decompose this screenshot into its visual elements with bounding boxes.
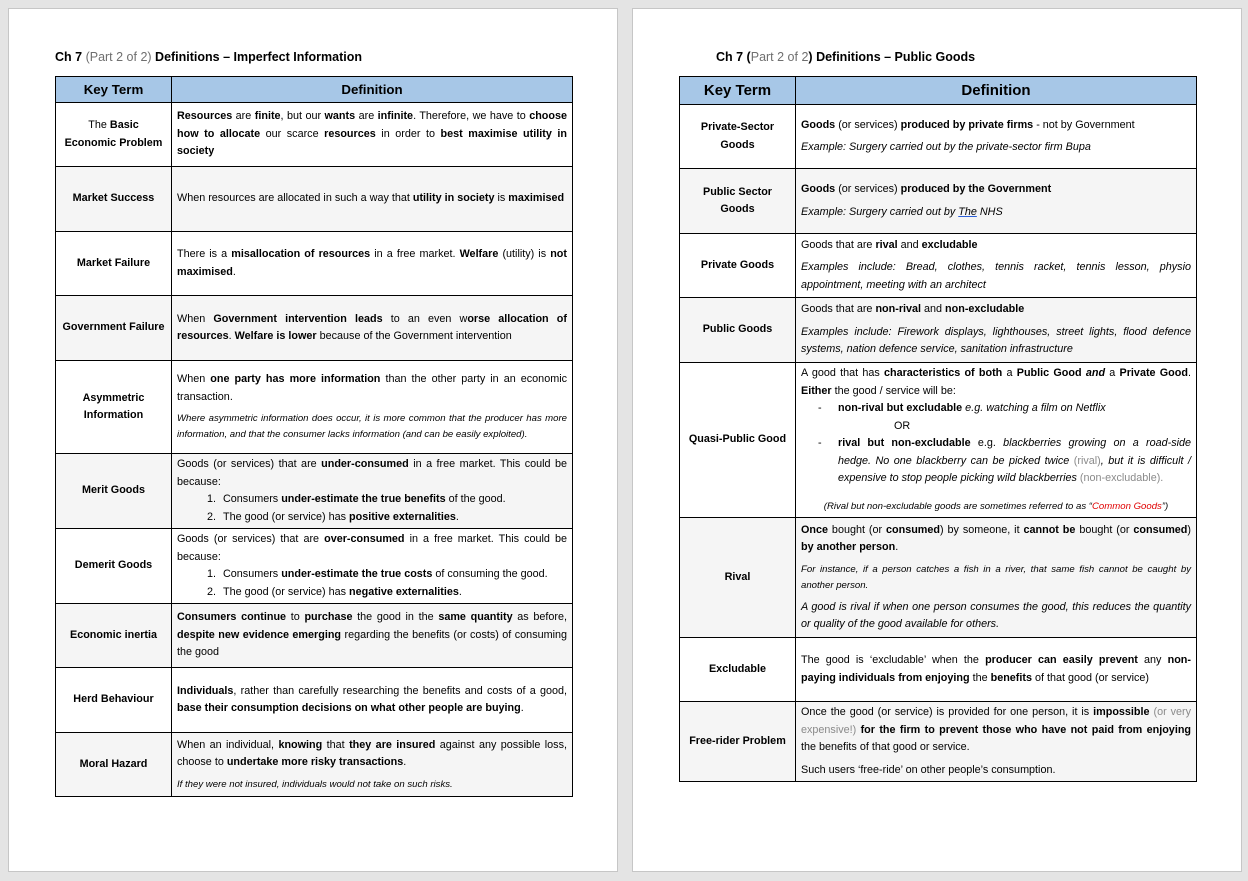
definition-cell — [172, 232, 573, 296]
text-run: finite — [254, 110, 281, 123]
list-item — [219, 509, 567, 527]
text-run: despite new evidence emerging — [177, 628, 342, 641]
text-run: utility in society — [412, 192, 495, 205]
definition-example: Examples include: Firework displays, lighthouses, street lights, flood defence systems, nation defence service, sanitation infrastructure — [801, 325, 1191, 356]
definition-cell — [172, 167, 573, 232]
text-run: benefits — [990, 671, 1032, 684]
definition-cell — [796, 169, 1197, 234]
term-cell: Government Failure — [56, 296, 172, 361]
term-cell: Merit Goods — [56, 454, 172, 529]
definitions-table — [55, 76, 573, 797]
table-row — [56, 296, 573, 361]
text-run: are — [232, 110, 255, 123]
definition-example: Example: Surgery carried out by the private-sector firm Bupa — [801, 141, 1091, 153]
text-run: in a free market. This could be because: — [177, 533, 567, 563]
list-item — [219, 584, 567, 602]
term-cell: Rival — [680, 518, 796, 638]
text-run: under-estimate the true benefits — [281, 493, 446, 505]
term-cell: Public Sector Goods — [680, 169, 796, 234]
text-run: because of the Government intervention — [316, 330, 512, 342]
text-run: our scarce — [260, 127, 325, 140]
table-row — [680, 169, 1197, 234]
definition-cell — [796, 518, 1197, 638]
text-run: against any possible loss, choose to — [177, 738, 567, 768]
text-run: the benefits of that good or service. — [801, 741, 970, 753]
definition-note: A good is rival if when one person consumes the good, this reduces the quantity or quality of the good available for others. — [801, 600, 1191, 630]
text-run: . — [403, 756, 407, 768]
text-run: and — [921, 303, 946, 316]
text-run: in a free market. This could be because: — [177, 458, 568, 488]
document-page-public-goods — [632, 8, 1242, 872]
text-run: Consumers — [223, 493, 282, 505]
text-run: . — [895, 541, 899, 553]
definition-cell — [796, 363, 1197, 518]
text-run: . Therefore, we have to — [413, 110, 530, 123]
list-item: - rival but non-excludable e.g. blackberries growing on a road-side hedge. No one blackberry can be picked twice (rival), but it is difficult / expensive to stop people picking wild blackberries (non-excludable). — [838, 435, 1191, 488]
definition-example: Example: Surgery carried out by The NHS — [801, 205, 1003, 218]
text-run: over-consumed — [324, 533, 405, 545]
text-run: in order to — [375, 127, 441, 140]
text-run: When resources are allocated in such a way that — [177, 192, 413, 205]
text-run: for the firm to prevent those who have not paid from enjoying — [860, 723, 1192, 736]
text-run: . — [232, 265, 236, 278]
text-run: produced by the Government — [900, 183, 1052, 195]
table-row — [56, 454, 573, 529]
text-run: - not by Government — [1033, 118, 1135, 131]
text-run: When an individual, — [177, 738, 279, 751]
text-run: Individuals — [177, 684, 234, 697]
text-run: misallocation of resources — [231, 248, 371, 260]
text-run: of that good (or service) — [1032, 671, 1150, 684]
definition-note: (Rival but non-excludable goods are sometimes referred to as “Common Goods”) — [823, 500, 1169, 512]
text-run: Government intervention leads — [213, 312, 383, 325]
text-run: (utility) is — [498, 248, 551, 260]
table-row — [680, 702, 1197, 782]
text-run: Welfare — [459, 248, 499, 260]
text-run: wants — [324, 110, 356, 123]
term-cell: The Basic Economic Problem — [56, 103, 172, 167]
text-run: one party has more information — [210, 373, 381, 385]
definition-extra: Such users ‘free-ride’ on other people’s consumption. — [801, 763, 1056, 776]
text-run: Welfare is lower — [234, 330, 317, 342]
term-cell: Herd Behaviour — [56, 668, 172, 733]
definition-note: For instance, if a person catches a fish in a river, that same fish cannot be caught by another person. — [801, 563, 1191, 591]
text-run: a — [1002, 367, 1017, 379]
text-run: undertake more risky transactions — [226, 756, 404, 768]
text-run: to an even w — [382, 312, 468, 325]
text-run: non-paying individuals from enjoying — [801, 654, 1191, 684]
text-run: , rather than carefully researching the benefits and costs of a good, — [233, 684, 567, 697]
text-run: rival — [875, 238, 898, 251]
page-title: Ch 7 (Part 2 of 2) Definitions – Public Goods — [716, 50, 976, 64]
text-run: Once — [801, 523, 829, 536]
term-cell: Moral Hazard — [56, 733, 172, 797]
term-cell: Quasi-Public Good — [680, 363, 796, 518]
text-run: producer can easily prevent — [985, 654, 1138, 666]
term-cell: Private Goods — [680, 234, 796, 298]
term-cell: Economic inertia — [56, 604, 172, 668]
text-run: by another person — [801, 541, 896, 553]
list-item: - non-rival but excludable e.g. watching a film on Netflix OR — [838, 400, 1191, 435]
text-run: in a free market. — [370, 248, 460, 260]
table-row — [680, 518, 1197, 638]
text-run: best maximise utility in society — [177, 127, 567, 158]
term-cell: Public Goods — [680, 298, 796, 363]
term-cell: Market Failure — [56, 232, 172, 296]
definition-cell — [796, 702, 1197, 782]
reasons-list — [177, 491, 567, 526]
or-label: OR — [894, 419, 911, 432]
text-run: Either — [801, 384, 832, 397]
definition-note: If they were not insured, individuals would not take on such risks. — [177, 778, 453, 790]
definition-cell — [796, 105, 1197, 169]
term-cell: Excludable — [680, 638, 796, 702]
text-run: as before, — [512, 611, 567, 624]
text-run: When — [177, 312, 214, 325]
list-item — [219, 566, 567, 584]
text-run: knowing — [278, 738, 323, 751]
text-run: regarding the benefits (or costs) of consuming the good — [177, 628, 567, 659]
text-run: under-estimate the true costs — [281, 568, 433, 580]
text-run: . — [458, 585, 462, 598]
text-run: and — [1085, 367, 1106, 379]
header-definition: Definition — [796, 77, 1197, 105]
text-run: a — [1105, 367, 1120, 379]
text-run: maximised — [508, 192, 565, 205]
text-run: than the other party in an economic transaction. — [177, 373, 567, 403]
term-cell: Free-rider Problem — [680, 702, 796, 782]
text-run: not maximised — [177, 248, 567, 278]
term-cell: Market Success — [56, 167, 172, 232]
text-run: Consumers — [223, 568, 282, 580]
text-run: Public Good — [1016, 367, 1082, 379]
text-run: the good in the — [352, 611, 439, 624]
text-run: excludable — [921, 238, 978, 251]
text-run: to — [286, 611, 305, 624]
text-run: Goods that are — [801, 303, 876, 316]
table-row — [56, 604, 573, 668]
text-run: they are insured — [349, 738, 436, 751]
table-row — [56, 529, 573, 604]
list-item — [219, 491, 567, 509]
text-run: When — [177, 373, 211, 385]
text-run: The good (or service) has — [223, 510, 350, 523]
text-run: the good / service will be: — [831, 384, 956, 397]
text-run: Goods — [801, 183, 836, 195]
text-run: and — [897, 238, 922, 251]
definition-cell — [172, 296, 573, 361]
definition-cell — [172, 604, 573, 668]
document-page-imperfect-information — [8, 8, 618, 872]
text-run: Once the good (or service) is provided for one person, it is — [801, 706, 1094, 718]
text-run: positive externalities — [349, 510, 456, 523]
text-run: of the good. — [445, 493, 506, 505]
definition-cell — [796, 234, 1197, 298]
text-run: purchase — [304, 611, 353, 624]
table-header-row — [56, 77, 573, 103]
text-run: that — [322, 738, 350, 751]
definitions-table — [679, 76, 1197, 782]
text-run: bought (or — [828, 523, 886, 536]
table-row — [56, 668, 573, 733]
text-run: Goods (or services) that are — [177, 458, 322, 470]
text-run: cannot be — [1023, 523, 1076, 536]
definition-cell — [172, 733, 573, 797]
table-row — [680, 105, 1197, 169]
table-row — [680, 234, 1197, 298]
text-run: base their consumption decisions on what other people are buying — [177, 702, 521, 714]
table-header-row — [680, 77, 1197, 105]
text-run: (or services) — [835, 118, 901, 131]
header-key-term: Key Term — [680, 77, 796, 105]
table-row — [56, 733, 573, 797]
text-run: The good is ‘excludable’ when the — [801, 654, 986, 666]
definition-cell — [796, 638, 1197, 702]
text-run: infinite — [377, 110, 414, 123]
text-run: (or services) — [835, 183, 901, 195]
definition-cell — [172, 103, 573, 167]
definition-cell — [172, 668, 573, 733]
text-run: bought (or — [1075, 523, 1134, 536]
text-run: negative externalities — [349, 585, 459, 598]
definition-cell — [796, 298, 1197, 363]
table-row — [56, 167, 573, 232]
text-run: Private Good — [1119, 367, 1188, 379]
text-run: ) by someone, it — [940, 523, 1024, 536]
text-run: , but our — [280, 110, 325, 123]
header-definition: Definition — [172, 77, 573, 103]
text-run: consumed — [886, 523, 940, 536]
definition-cell — [172, 454, 573, 529]
term-cell: Demerit Goods — [56, 529, 172, 604]
text-run: . — [1187, 367, 1191, 379]
page-title: Ch 7 (Part 2 of 2) Definitions – Imperfect Information — [55, 50, 362, 64]
options-list — [801, 400, 1191, 488]
text-run: of consuming the good. — [432, 568, 548, 580]
text-run: characteristics of both — [884, 367, 1003, 379]
table-row — [56, 232, 573, 296]
text-run: consumed — [1133, 523, 1188, 536]
text-run: orse allocation of resources — [177, 312, 567, 342]
table-row — [56, 103, 573, 167]
term-cell: Private-Sector Goods — [680, 105, 796, 169]
reasons-list — [177, 566, 567, 601]
text-run: choose how to allocate — [177, 110, 567, 140]
definition-example: Examples include: Bread, clothes, tennis racket, tennis lesson, physio appointment, meeting with an architect — [801, 261, 1191, 291]
text-run: the — [969, 671, 991, 684]
text-run: is — [494, 192, 509, 205]
text-run: Goods (or services) that are — [177, 533, 325, 545]
text-run: ) — [1187, 523, 1192, 536]
definition-cell — [172, 361, 573, 454]
text-run: non-rival — [875, 303, 922, 316]
text-run: (or very expensive!) — [801, 706, 1192, 736]
text-run: are — [355, 110, 378, 123]
definition-cell — [172, 529, 573, 604]
table-row — [680, 363, 1197, 518]
table-row — [680, 298, 1197, 363]
definition-note: Where asymmetric information does occur, it is more common that the producer has more information, and that the consumer lacks information (and can be easily exploited). — [177, 413, 567, 440]
text-run: . — [455, 510, 459, 523]
text-run: under-consumed — [321, 458, 409, 470]
text-run: . — [520, 702, 524, 714]
table-row — [680, 638, 1197, 702]
text-run: Consumers continue — [177, 611, 287, 624]
text-run: Goods that are — [801, 238, 876, 251]
text-run: any — [1137, 654, 1168, 666]
text-run: There is a — [177, 248, 232, 260]
text-run: . — [228, 330, 235, 342]
text-run: same quantity — [438, 611, 513, 624]
text-run: A good that has — [801, 367, 884, 379]
text-run: Resources — [177, 110, 233, 123]
table-row — [56, 361, 573, 454]
text-run: impossible — [1093, 706, 1150, 718]
term-cell: Asymmetric Information — [56, 361, 172, 454]
text-run: The good (or service) has — [223, 585, 350, 598]
header-key-term: Key Term — [56, 77, 172, 103]
text-run: produced by private firms — [900, 118, 1034, 131]
text-run: non-excludable — [945, 303, 1025, 316]
text-run: Goods — [801, 118, 836, 131]
text-run: resources — [324, 127, 376, 140]
